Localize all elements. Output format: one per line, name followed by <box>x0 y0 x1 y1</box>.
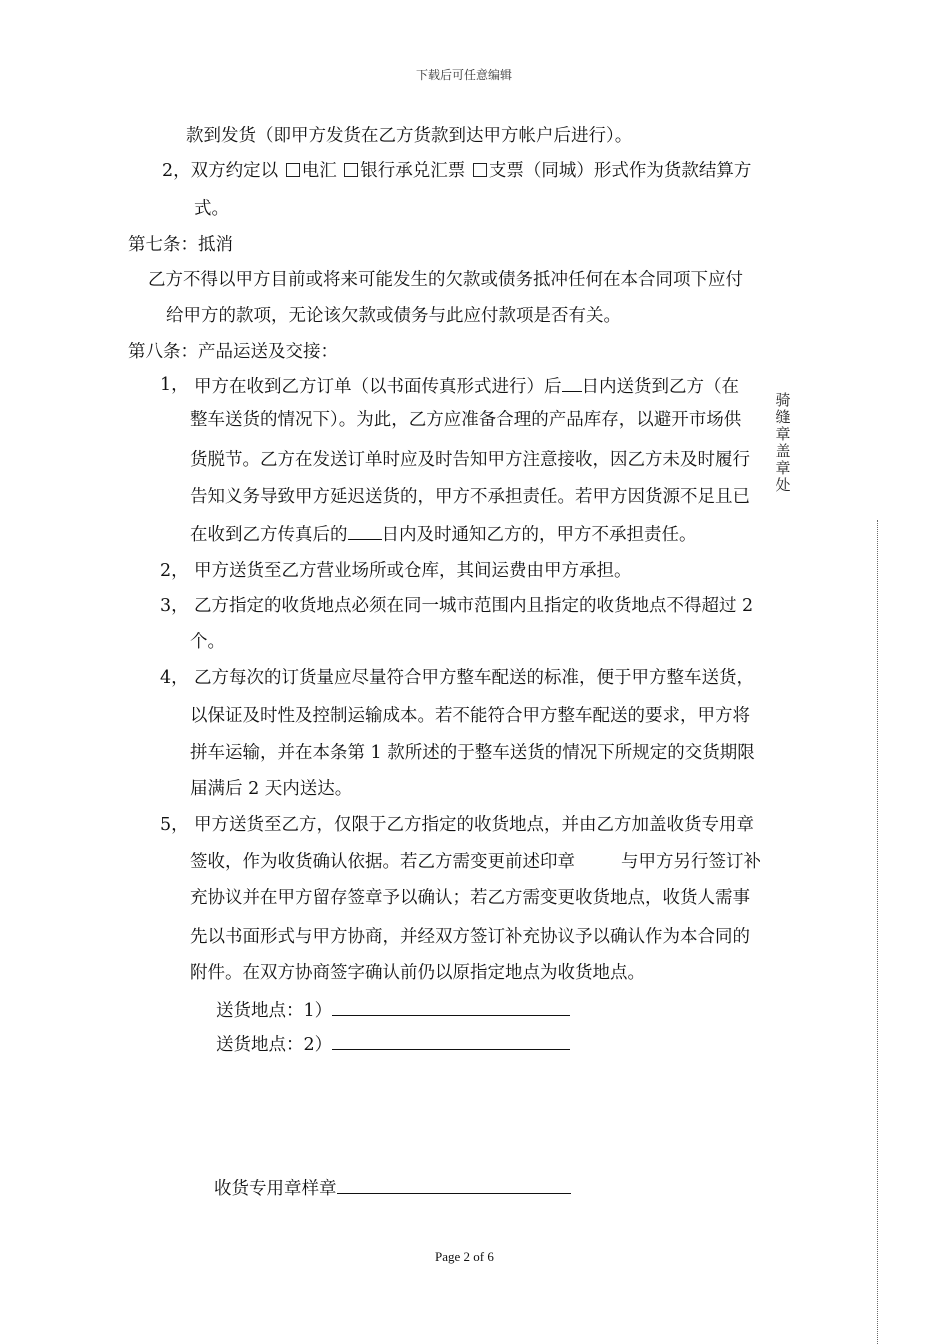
clause8-item2-line1: 甲方送货至乙方营业场所或仓库，其间运费由甲方承担。 <box>194 561 632 581</box>
clause8-item5-line2: 签收，作为收货确认依据。若乙方需变更前述印章 与甲方另行签订补 <box>190 852 761 872</box>
clause8-item4-line2: 以保证及时性及控制运输成本。若不能符合甲方整车配送的要求，甲方将 <box>190 706 750 726</box>
clause8-item5-line1: 甲方送货至乙方，仅限于乙方指定的收货地点，并由乙方加盖收货专用章 <box>194 815 754 835</box>
clause8-item1-number: 1， <box>160 375 189 395</box>
side-seal-note: 骑缝章盖章处 <box>775 391 791 494</box>
stamp-sample <box>214 1175 571 1201</box>
clause8-title: 第八条：产品运送及交接： <box>128 342 338 362</box>
clause8-item5-line4: 先以书面形式与甲方协商，并经双方签订补充协议予以确认作为本合同的 <box>190 927 750 947</box>
clause8-item1-line1: 甲方在收到乙方订单（以书面传真形式进行）后 日内送货到乙方（在 <box>194 373 739 399</box>
clause8-item3-line2: 个。 <box>190 632 225 652</box>
checkbox-bank-acceptance[interactable] <box>344 163 358 177</box>
stamp-sample-blank[interactable] <box>337 1175 571 1194</box>
clause8-item5-line3: 充协议并在甲方留存签章予以确认；若乙方需变更收货地点，收货人需事 <box>190 888 750 908</box>
clause8-item3-line1: 乙方指定的收货地点必须在同一城市范围内且指定的收货地点不得超过 2 <box>194 596 754 616</box>
clause8-item4-line1: 乙方每次的订货量应尽量符合甲方整车配送的标准，便于甲方整车送货， <box>194 668 754 688</box>
item2-intro: 双方约定以 <box>190 161 279 181</box>
page-header: 下载后可任意编辑 <box>416 68 513 82</box>
delivery-address-1 <box>216 997 570 1023</box>
clause8-item3-number: 3， <box>160 596 189 616</box>
delivery-address-2-blank[interactable] <box>332 1031 570 1050</box>
page-edge-dotted-line <box>877 520 878 1344</box>
delivery-address-1-blank[interactable] <box>332 997 570 1016</box>
delivery-address-2-label: 送货地点：2） <box>216 1035 333 1055</box>
clause7-line1: 乙方不得以甲方目前或将来可能发生的欠款或债务抵冲任何在本合同项下应付 <box>148 270 743 290</box>
clause8-item1-line3: 货脱节。乙方在发送订单时应及时告知甲方注意接收，因乙方未及时履行 <box>190 450 750 470</box>
days-blank-1[interactable] <box>562 373 582 392</box>
days-blank-2[interactable] <box>348 521 382 540</box>
clause8-item4-line3: 拼车运输，并在本条第 1 款所述的于整车送货的情况下所规定的交货期限 <box>190 743 755 763</box>
clause6-continuation: 款到发货（即甲方发货在乙方货款到达甲方帐户后进行）。 <box>186 126 633 146</box>
clause8-item1-line4: 告知义务导致甲方延迟送货的，甲方不承担责任。若甲方因货源不足且已 <box>190 487 750 507</box>
clause6-item2 <box>162 159 751 183</box>
clause6-item2-continuation: 式。 <box>194 199 229 219</box>
clause7-title: 第七条：抵消 <box>128 235 233 255</box>
option-wire-transfer: 电汇 <box>301 161 337 181</box>
stamp-sample-label: 收货专用章样章 <box>214 1179 337 1199</box>
page-number: Page 2 of 6 <box>435 1249 494 1264</box>
clause8-item1-line2: 整车送货的情况下）。为此，乙方应准备合理的产品库存，以避开市场供 <box>190 410 742 430</box>
clause8-item4-line4: 届满后 2 天内送达。 <box>190 779 353 799</box>
clause8-item5-number: 5， <box>160 815 189 835</box>
clause8-item2-number: 2， <box>160 561 189 581</box>
option-bank-acceptance: 银行承兑汇票 <box>360 161 466 181</box>
clause8-item5-line5: 附件。在双方协商签字确认前仍以原指定地点为收货地点。 <box>190 963 645 983</box>
clause8-item4-number: 4， <box>160 668 189 688</box>
option-check: 支票（同城）形式作为货款结算方 <box>488 161 752 181</box>
delivery-address-2 <box>216 1031 570 1057</box>
clause8-item1-line5: 在收到乙方传真后的 日内及时通知乙方的，甲方不承担责任。 <box>190 521 697 547</box>
delivery-address-1-label: 送货地点：1） <box>216 1001 333 1021</box>
clause7-line2: 给甲方的款项，无论该欠款或债务与此应付款项是否有关。 <box>166 306 621 326</box>
checkbox-check[interactable] <box>473 163 487 177</box>
checkbox-wire-transfer[interactable] <box>286 163 300 177</box>
item-number: 2， <box>162 161 191 181</box>
